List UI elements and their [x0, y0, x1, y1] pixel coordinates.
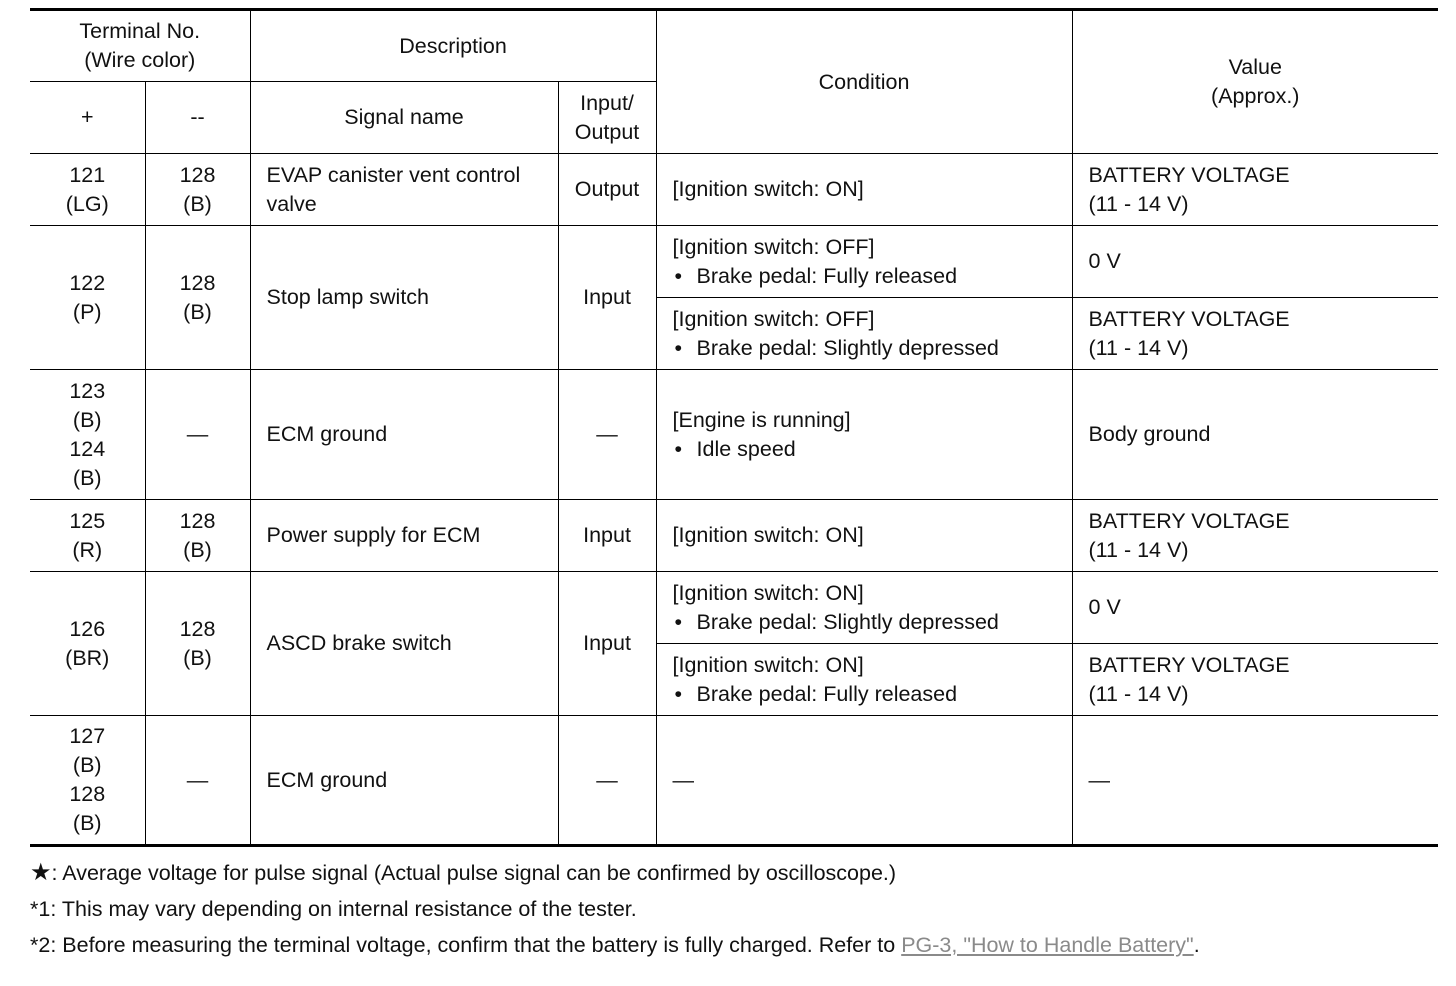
- terminal-minus-cell: 128 (B): [145, 572, 250, 716]
- value-header: Value (Approx.): [1072, 10, 1438, 154]
- terminal-minus-cell: 128 (B): [145, 500, 250, 572]
- footnotes: [30, 855, 1200, 963]
- condition-cell: [Ignition switch: ON] • Brake pedal: Slightly depressed: [656, 572, 1072, 644]
- input-output-cell: Output: [558, 154, 656, 226]
- table-row: [30, 154, 1438, 226]
- condition-bullet: • Idle speed: [673, 435, 1064, 464]
- terminal-minus-cell: —: [145, 370, 250, 500]
- minus-header: --: [145, 82, 250, 154]
- input-output-cell: Input: [558, 226, 656, 370]
- input-output-cell: Input: [558, 572, 656, 716]
- terminal-plus-cell: 122 (P): [30, 226, 145, 370]
- condition-cell: [Ignition switch: ON]: [656, 500, 1072, 572]
- value-cell: BATTERY VOLTAGE (11 - 14 V): [1072, 644, 1438, 716]
- condition-cell: [Ignition switch: ON] • Brake pedal: Fully released: [656, 644, 1072, 716]
- star-icon: ★: [30, 859, 52, 886]
- terminal-minus-cell: 128 (B): [145, 226, 250, 370]
- value-cell: Body ground: [1072, 370, 1438, 500]
- terminal-minus-cell: 128 (B): [145, 154, 250, 226]
- footnote-2: *2: Before measuring the terminal voltage, confirm that the battery is fully charged. Refer to PG-3, "How to Handle Battery".: [30, 933, 1200, 957]
- value-cell: 0 V: [1072, 572, 1438, 644]
- plus-header: +: [30, 82, 145, 154]
- table-row: [30, 226, 1438, 298]
- terminal-no-header: Terminal No. (Wire color): [30, 10, 250, 82]
- table-row: [30, 572, 1438, 644]
- value-cell: —: [1072, 716, 1438, 846]
- signal-name-cell: ASCD brake switch: [250, 572, 558, 716]
- terminal-plus-cell: 121 (LG): [30, 154, 145, 226]
- input-output-cell: Input: [558, 500, 656, 572]
- value-cell: BATTERY VOLTAGE (11 - 14 V): [1072, 500, 1438, 572]
- condition-cell: [Ignition switch: OFF] • Brake pedal: Slightly depressed: [656, 298, 1072, 370]
- signal-name-cell: Power supply for ECM: [250, 500, 558, 572]
- input-output-cell: —: [558, 716, 656, 846]
- condition-bullet: • Brake pedal: Slightly depressed: [673, 608, 1064, 637]
- condition-cell: [Ignition switch: OFF] • Brake pedal: Fully released: [656, 226, 1072, 298]
- pg3-battery-link[interactable]: PG-3, "How to Handle Battery": [901, 933, 1194, 957]
- value-cell: BATTERY VOLTAGE (11 - 14 V): [1072, 154, 1438, 226]
- value-cell: BATTERY VOLTAGE (11 - 14 V): [1072, 298, 1438, 370]
- signal-name-cell: Stop lamp switch: [250, 226, 558, 370]
- header-row-1: [30, 10, 1438, 82]
- condition-bullet: • Brake pedal: Slightly depressed: [673, 334, 1064, 363]
- input-output-header: Input/ Output: [558, 82, 656, 154]
- signal-name-cell: EVAP canister vent control valve: [250, 154, 558, 226]
- terminal-plus-cell: 126 (BR): [30, 572, 145, 716]
- signal-name-cell: ECM ground: [250, 716, 558, 846]
- condition-bullet: • Brake pedal: Fully released: [673, 262, 1064, 291]
- condition-cell: —: [656, 716, 1072, 846]
- table-row: [30, 500, 1438, 572]
- terminal-minus-cell: —: [145, 716, 250, 846]
- terminal-plus-cell: 125 (R): [30, 500, 145, 572]
- terminal-spec-table: [30, 8, 1438, 847]
- condition-cell: [Engine is running] • Idle speed: [656, 370, 1072, 500]
- input-output-cell: —: [558, 370, 656, 500]
- terminal-plus-cell: 127 (B) 128 (B): [30, 716, 145, 846]
- signal-name-cell: ECM ground: [250, 370, 558, 500]
- condition-bullet: • Brake pedal: Fully released: [673, 680, 1064, 709]
- condition-cell: [Ignition switch: ON]: [656, 154, 1072, 226]
- signal-name-header: Signal name: [250, 82, 558, 154]
- terminal-plus-cell: 123 (B) 124 (B): [30, 370, 145, 500]
- footnote-star: ★: Average voltage for pulse signal (Actual pulse signal can be confirmed by oscilloscope.): [30, 859, 897, 886]
- condition-header: Condition: [656, 10, 1072, 154]
- table-row: [30, 370, 1438, 500]
- value-cell: 0 V: [1072, 226, 1438, 298]
- description-header: Description: [250, 10, 656, 82]
- table-row: [30, 716, 1438, 846]
- footnote-1: *1: This may vary depending on internal resistance of the tester.: [30, 897, 637, 921]
